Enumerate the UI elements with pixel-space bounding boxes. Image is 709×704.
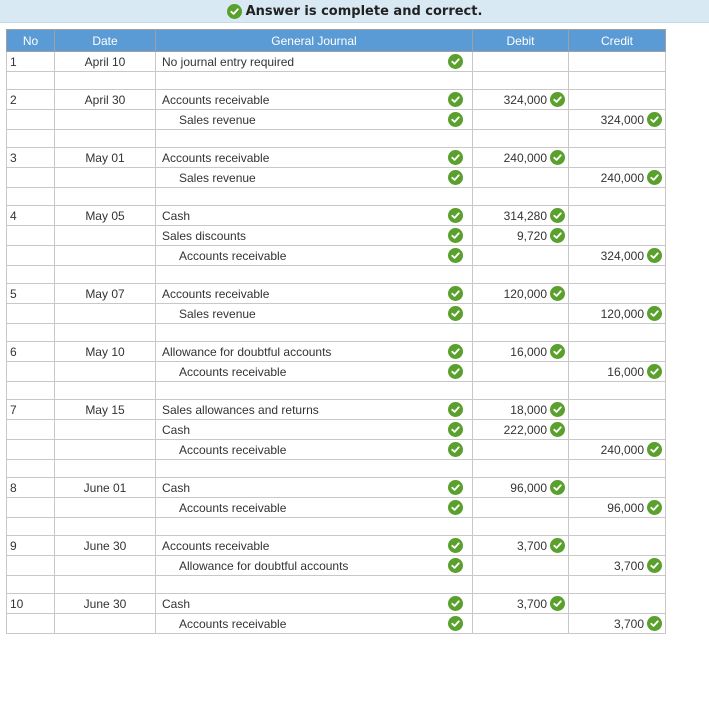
empty-cell [7,324,55,342]
credit-amount[interactable]: 3,700 [613,558,644,573]
date-cell [55,556,156,576]
spacer-row [7,188,666,206]
journal-row [7,52,666,72]
debit-amount[interactable]: 120,000 [503,286,547,301]
journal-row [7,206,666,226]
entry-no-cell [7,440,55,460]
credit-cell [569,498,666,518]
date-cell [55,148,156,168]
date-cell [55,478,156,498]
empty-cell [55,72,156,90]
check-icon [647,112,662,127]
empty-cell [55,324,156,342]
check-icon [448,442,463,457]
entry-no-cell [7,206,55,226]
debit-cell [473,556,569,576]
entry-date[interactable]: June 30 [83,538,127,553]
empty-cell [473,72,569,90]
entry-no-cell [7,400,55,420]
debit-amount[interactable]: 18,000 [510,402,547,417]
empty-cell [7,518,55,536]
credit-cell [569,440,666,460]
account-cell [156,246,473,266]
account-cell [156,90,473,110]
date-cell [55,110,156,130]
empty-cell [7,188,55,206]
date-cell [55,440,156,460]
credit-amount[interactable]: 240,000 [600,170,644,185]
entry-no-cell [7,420,55,440]
entry-no: 2 [10,92,17,107]
account-cell [156,226,473,246]
credit-cell [569,226,666,246]
entry-no-cell [7,362,55,382]
empty-cell [156,382,473,400]
header-date: Date [55,30,156,52]
date-cell [55,226,156,246]
empty-cell [7,72,55,90]
check-icon [448,344,463,359]
entry-no: 5 [10,286,17,301]
journal-row [7,400,666,420]
entry-no: 4 [10,208,17,223]
empty-cell [569,266,666,284]
check-icon [448,54,463,69]
check-icon [448,596,463,611]
empty-cell [7,460,55,478]
account-name[interactable]: Cash [162,480,191,495]
account-cell [156,304,473,324]
account-name[interactable]: Accounts receivable [162,92,270,107]
empty-cell [473,324,569,342]
journal-row [7,110,666,130]
entry-date[interactable]: May 05 [85,208,125,223]
debit-cell [473,246,569,266]
account-cell [156,400,473,420]
check-icon [448,92,463,107]
credit-cell [569,478,666,498]
credit-cell [569,246,666,266]
check-icon [550,480,565,495]
debit-cell [473,362,569,382]
empty-cell [55,266,156,284]
empty-cell [473,460,569,478]
check-icon [448,286,463,301]
entry-no: 8 [10,480,17,495]
credit-cell [569,206,666,226]
date-cell [55,536,156,556]
account-cell [156,362,473,382]
account-cell [156,284,473,304]
check-icon [448,208,463,223]
account-name[interactable]: Accounts receivable [179,248,287,263]
debit-cell [473,304,569,324]
check-icon [647,306,662,321]
credit-amount[interactable]: 16,000 [607,364,644,379]
credit-amount[interactable]: 120,000 [600,306,644,321]
debit-cell [473,110,569,130]
empty-cell [156,188,473,206]
check-icon [647,500,662,515]
debit-cell [473,148,569,168]
spacer-row [7,576,666,594]
empty-cell [569,518,666,536]
debit-amount[interactable]: 16,000 [510,344,547,359]
journal-row [7,478,666,498]
check-icon [550,150,565,165]
check-icon [448,150,463,165]
check-icon [448,422,463,437]
debit-amount[interactable]: 96,000 [510,480,547,495]
entry-no-cell [7,614,55,634]
entry-no: 1 [10,54,17,69]
check-icon [448,364,463,379]
journal-row [7,420,666,440]
credit-cell [569,556,666,576]
header-no: No [7,30,55,52]
check-icon [550,344,565,359]
credit-amount[interactable]: 324,000 [600,248,644,263]
check-icon [448,616,463,631]
account-name[interactable]: Accounts receivable [162,150,270,165]
debit-cell [473,536,569,556]
debit-amount[interactable]: 3,700 [516,596,547,611]
date-cell [55,362,156,382]
spacer-row [7,72,666,90]
entry-no-cell [7,594,55,614]
check-icon [448,228,463,243]
credit-amount[interactable]: 240,000 [600,442,644,457]
debit-cell [473,206,569,226]
entry-date[interactable]: April 10 [84,54,126,69]
date-cell [55,246,156,266]
empty-cell [569,576,666,594]
empty-cell [473,382,569,400]
check-icon [550,286,565,301]
debit-cell [473,90,569,110]
debit-cell [473,498,569,518]
empty-cell [156,266,473,284]
check-icon [647,616,662,631]
journal-row [7,556,666,576]
check-icon [550,402,565,417]
entry-no-cell [7,226,55,246]
entry-no-cell [7,498,55,518]
debit-cell [473,226,569,246]
credit-cell [569,420,666,440]
entry-date[interactable]: May 07 [85,286,125,301]
account-name[interactable]: Accounts receivable [179,364,287,379]
entry-no-cell [7,556,55,576]
account-name[interactable]: Sales revenue [179,112,256,127]
entry-no: 9 [10,538,17,553]
account-cell [156,52,473,72]
header-row [7,30,666,52]
date-cell [55,342,156,362]
check-icon [448,306,463,321]
entry-date[interactable]: May 15 [85,402,125,417]
debit-cell [473,52,569,72]
account-name[interactable]: Accounts receivable [179,442,287,457]
empty-cell [156,576,473,594]
date-cell [55,594,156,614]
credit-cell [569,304,666,324]
check-icon [227,4,242,19]
banner-text: Answer is complete and correct. [245,3,483,19]
account-cell [156,206,473,226]
entry-date[interactable]: April 30 [84,92,126,107]
account-cell [156,498,473,518]
empty-cell [156,130,473,148]
journal-row [7,342,666,362]
empty-cell [55,576,156,594]
account-name[interactable]: Cash [162,596,191,611]
account-cell [156,594,473,614]
debit-cell [473,614,569,634]
debit-cell [473,400,569,420]
account-cell [156,536,473,556]
account-name[interactable]: Sales revenue [179,306,256,321]
journal-row [7,614,666,634]
entry-no-cell [7,342,55,362]
date-cell [55,168,156,188]
journal-body [7,52,666,634]
journal-table [6,29,666,634]
check-icon [550,538,565,553]
journal-row [7,304,666,324]
account-cell [156,110,473,130]
account-name[interactable]: Allowance for doubtful accounts [179,558,349,573]
check-icon [647,442,662,457]
empty-cell [7,576,55,594]
entry-no-cell [7,90,55,110]
account-name[interactable]: Allowance for doubtful accounts [162,344,332,359]
debit-amount[interactable]: 9,720 [516,228,547,243]
check-icon [448,500,463,515]
check-icon [647,170,662,185]
debit-amount[interactable]: 240,000 [503,150,547,165]
entry-date[interactable]: June 30 [83,596,127,611]
account-name[interactable]: Accounts receivable [179,616,287,631]
debit-cell [473,478,569,498]
credit-cell [569,148,666,168]
journal-row [7,148,666,168]
check-icon [550,92,565,107]
journal-row [7,246,666,266]
entry-no-cell [7,478,55,498]
credit-cell [569,400,666,420]
account-cell [156,420,473,440]
entry-no-cell [7,110,55,130]
empty-cell [7,130,55,148]
empty-cell [569,382,666,400]
entry-no-cell [7,52,55,72]
entry-no-cell [7,246,55,266]
check-icon [448,558,463,573]
date-cell [55,498,156,518]
entry-date[interactable]: June 01 [83,480,127,495]
spacer-row [7,518,666,536]
date-cell [55,52,156,72]
entry-date[interactable]: May 10 [85,344,125,359]
empty-cell [7,266,55,284]
empty-cell [473,576,569,594]
account-name[interactable]: Accounts receivable [162,286,270,301]
journal-row [7,440,666,460]
date-cell [55,284,156,304]
check-icon [550,228,565,243]
journal-row [7,536,666,556]
empty-cell [55,460,156,478]
account-name[interactable]: Sales allowances and returns [162,402,319,417]
check-icon [647,364,662,379]
check-icon [550,208,565,223]
result-banner [0,0,709,23]
empty-cell [473,188,569,206]
empty-cell [55,130,156,148]
credit-cell [569,342,666,362]
journal-row [7,284,666,304]
debit-cell [473,284,569,304]
credit-cell [569,614,666,634]
empty-cell [156,72,473,90]
check-icon [448,538,463,553]
spacer-row [7,460,666,478]
credit-cell [569,362,666,382]
date-cell [55,304,156,324]
check-icon [448,248,463,263]
header-general-journal: General Journal [156,30,473,52]
spacer-row [7,324,666,342]
account-cell [156,168,473,188]
debit-cell [473,594,569,614]
credit-cell [569,284,666,304]
debit-cell [473,168,569,188]
header-debit: Debit [473,30,569,52]
account-cell [156,440,473,460]
journal-row [7,498,666,518]
entry-no-cell [7,536,55,556]
check-icon [550,422,565,437]
journal-row [7,168,666,188]
header-credit: Credit [569,30,666,52]
debit-cell [473,440,569,460]
check-icon [550,596,565,611]
credit-cell [569,594,666,614]
account-cell [156,614,473,634]
debit-cell [473,342,569,362]
journal-row [7,226,666,246]
debit-amount[interactable]: 222,000 [503,422,547,437]
check-icon [647,248,662,263]
entry-no-cell [7,168,55,188]
journal-row [7,90,666,110]
empty-cell [569,72,666,90]
check-icon [448,402,463,417]
entry-no: 6 [10,344,17,359]
credit-cell [569,168,666,188]
account-name[interactable]: Cash [162,208,191,223]
empty-cell [569,130,666,148]
credit-amount[interactable]: 324,000 [600,112,644,127]
entry-no: 10 [10,596,24,611]
entry-no: 3 [10,150,17,165]
date-cell [55,614,156,634]
date-cell [55,90,156,110]
account-cell [156,342,473,362]
account-name[interactable]: Accounts receivable [162,538,270,553]
account-name[interactable]: No journal entry required [162,54,295,69]
debit-amount[interactable]: 3,700 [516,538,547,553]
credit-cell [569,52,666,72]
account-name[interactable]: Accounts receivable [179,500,287,515]
empty-cell [569,460,666,478]
journal-row [7,594,666,614]
credit-cell [569,110,666,130]
account-cell [156,478,473,498]
entry-no-cell [7,284,55,304]
spacer-row [7,382,666,400]
empty-cell [7,382,55,400]
check-icon [448,170,463,185]
empty-cell [156,460,473,478]
empty-cell [569,324,666,342]
empty-cell [473,518,569,536]
account-name[interactable]: Sales revenue [179,170,256,185]
credit-cell [569,90,666,110]
spacer-row [7,266,666,284]
entry-no-cell [7,304,55,324]
check-icon [448,112,463,127]
account-cell [156,148,473,168]
credit-amount[interactable]: 3,700 [613,616,644,631]
empty-cell [55,188,156,206]
date-cell [55,206,156,226]
account-cell [156,556,473,576]
debit-amount[interactable]: 314,280 [503,208,547,223]
check-icon [647,558,662,573]
date-cell [55,400,156,420]
account-name[interactable]: Cash [162,422,191,437]
entry-no-cell [7,148,55,168]
empty-cell [569,188,666,206]
entry-no: 7 [10,402,17,417]
empty-cell [473,266,569,284]
debit-cell [473,420,569,440]
check-icon [448,480,463,495]
credit-cell [569,536,666,556]
spacer-row [7,130,666,148]
entry-date[interactable]: May 01 [85,150,125,165]
credit-amount[interactable]: 96,000 [607,500,644,515]
journal-row [7,362,666,382]
empty-cell [473,130,569,148]
empty-cell [55,382,156,400]
empty-cell [156,518,473,536]
empty-cell [156,324,473,342]
account-name[interactable]: Sales discounts [162,228,247,243]
date-cell [55,420,156,440]
debit-amount[interactable]: 324,000 [503,92,547,107]
empty-cell [55,518,156,536]
